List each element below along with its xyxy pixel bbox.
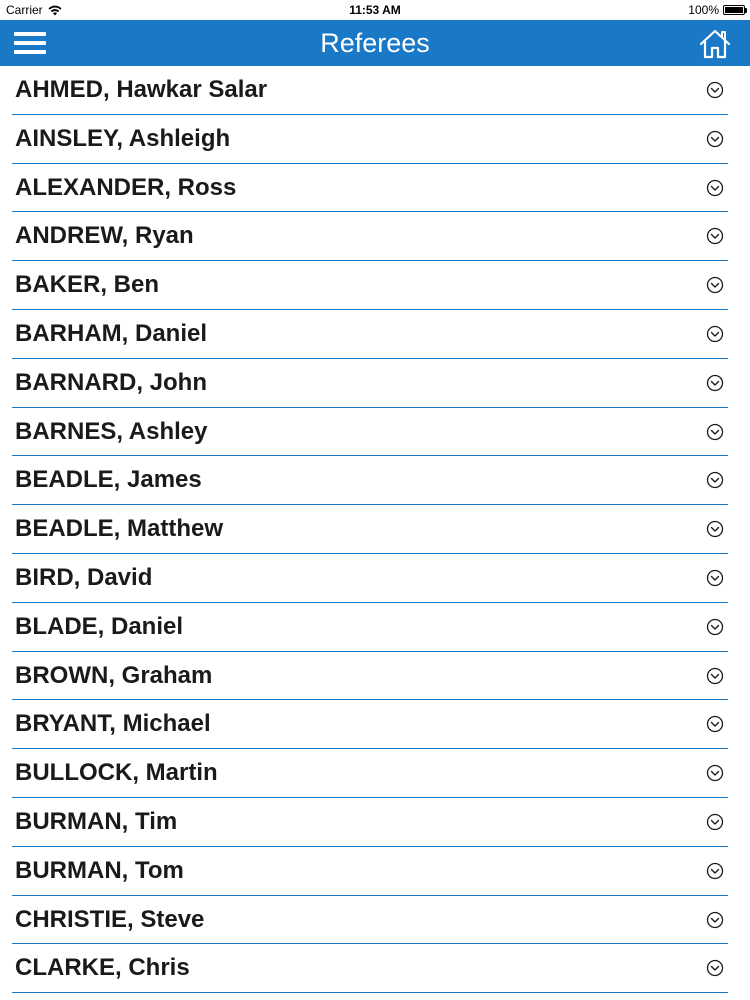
referee-row[interactable]: [12, 310, 728, 359]
status-time: 11:53 AM: [349, 3, 401, 17]
referee-name: ALEXANDER, Ross: [15, 173, 237, 201]
chevron-down-circle-icon[interactable]: [706, 813, 724, 831]
referee-name: BROWN, Graham: [15, 661, 213, 689]
chevron-down-circle-icon[interactable]: [706, 959, 724, 977]
chevron-down-circle-icon[interactable]: [706, 569, 724, 587]
referee-name: BULLOCK, Martin: [15, 759, 218, 787]
referee-row[interactable]: [12, 847, 728, 896]
referee-row[interactable]: [12, 505, 728, 554]
referee-row[interactable]: [12, 115, 728, 164]
referee-row[interactable]: [12, 212, 728, 261]
hamburger-menu-icon[interactable]: [14, 32, 46, 56]
referee-name: BARNARD, John: [15, 368, 207, 396]
battery-percentage: 100%: [688, 3, 719, 17]
referee-name: CLARKE, Chris: [15, 954, 190, 982]
navigation-bar: [0, 20, 750, 66]
chevron-down-circle-icon[interactable]: [706, 179, 724, 197]
chevron-down-circle-icon[interactable]: [706, 715, 724, 733]
chevron-down-circle-icon[interactable]: [706, 276, 724, 294]
page-title: Referees: [320, 28, 430, 58]
referee-row[interactable]: [12, 164, 728, 213]
referee-name: BURMAN, Tim: [15, 807, 178, 835]
chevron-down-circle-icon[interactable]: [706, 374, 724, 392]
referee-row[interactable]: [12, 408, 728, 457]
referee-row[interactable]: [12, 261, 728, 310]
chevron-down-circle-icon[interactable]: [706, 911, 724, 929]
referee-row[interactable]: [12, 896, 728, 945]
referee-name: BRYANT, Michael: [15, 710, 211, 738]
referee-name: CHRISTIE, Steve: [15, 905, 205, 933]
battery-icon: [723, 5, 745, 15]
referee-row[interactable]: [12, 456, 728, 505]
home-icon[interactable]: [698, 28, 732, 60]
chevron-down-circle-icon[interactable]: [706, 325, 724, 343]
referee-row[interactable]: [12, 359, 728, 408]
referee-name: BLADE, Daniel: [15, 612, 184, 640]
referee-row[interactable]: [12, 798, 728, 847]
carrier-label: Carrier: [6, 3, 43, 17]
referee-name: AHMED, Hawkar Salar: [15, 76, 268, 103]
referee-name: BURMAN, Tom: [15, 856, 184, 884]
referee-row[interactable]: [12, 944, 728, 993]
chevron-down-circle-icon[interactable]: [706, 423, 724, 441]
status-right: [688, 3, 745, 17]
referee-name: BEADLE, Matthew: [15, 515, 224, 543]
referee-name: AINSLEY, Ashleigh: [15, 124, 231, 152]
referee-row[interactable]: [12, 652, 728, 701]
referee-name: BARHAM, Daniel: [15, 319, 208, 347]
referee-name: BAKER, Ben: [15, 271, 160, 299]
referee-name: BEADLE, James: [15, 466, 202, 494]
status-bar: [0, 0, 750, 20]
chevron-down-circle-icon[interactable]: [706, 618, 724, 636]
referee-row[interactable]: [12, 554, 728, 603]
chevron-down-circle-icon[interactable]: [706, 520, 724, 538]
referee-list: [0, 66, 750, 1000]
referee-name: BIRD, David: [15, 563, 153, 591]
chevron-down-circle-icon[interactable]: [706, 862, 724, 880]
referee-row[interactable]: [12, 700, 728, 749]
chevron-down-circle-icon[interactable]: [706, 471, 724, 489]
chevron-down-circle-icon[interactable]: [706, 667, 724, 685]
chevron-down-circle-icon[interactable]: [706, 764, 724, 782]
referee-row[interactable]: [12, 749, 728, 798]
chevron-down-circle-icon[interactable]: [706, 130, 724, 148]
referee-row[interactable]: [12, 603, 728, 652]
chevron-down-circle-icon[interactable]: [706, 227, 724, 245]
referee-name: ANDREW, Ryan: [15, 222, 194, 250]
referee-row[interactable]: [12, 66, 728, 115]
referee-name: BARNES, Ashley: [15, 417, 208, 445]
chevron-down-circle-icon[interactable]: [706, 81, 724, 99]
battery-fill: [725, 7, 743, 13]
